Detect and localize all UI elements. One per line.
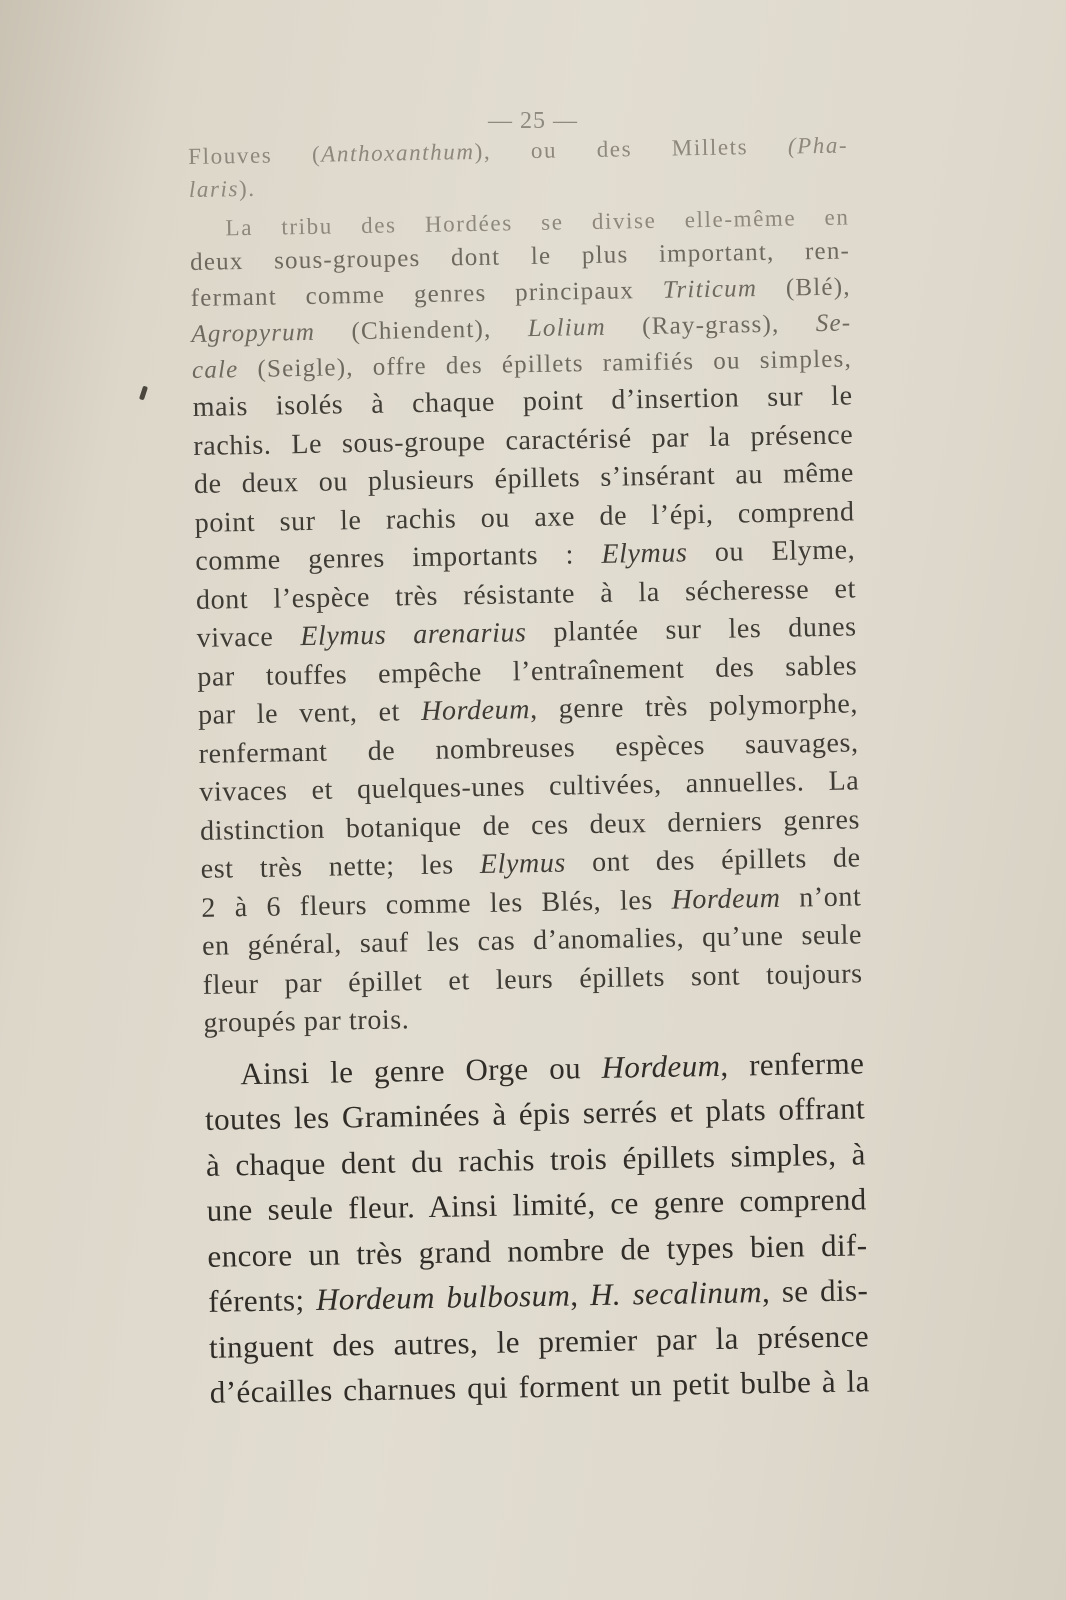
text-line: une seule fleur. Ainsi limité, ce genre comprend <box>206 1181 867 1228</box>
text-line: groupés par trois. <box>203 1004 410 1039</box>
text-line: point sur le rachis ou axe de l’épi, comprend <box>194 495 855 539</box>
text-line: deux sous-groupes dont le plus important, ren- <box>189 237 851 276</box>
text-line: distinction botanique de ces deux derniers genres <box>199 803 861 847</box>
text-line: Flouves (Anthoxanthum), ou des Millets (Pha- <box>188 132 849 169</box>
text-line: laris). <box>188 175 256 202</box>
text-line: par touffes empêche l’entraînement des sables <box>197 649 858 693</box>
text-line: Agropyrum (Chiendent), Lolium (Ray-grass), Se- <box>191 309 852 348</box>
text-line: à chaque dent du rachis trois épillets simples, à <box>205 1135 867 1183</box>
text-line: d’écailles charnues qui forment un petit bulbe à la <box>209 1363 871 1410</box>
text-line: cale (Seigle), offre des épillets ramifiés ou simples, <box>191 345 853 384</box>
text-line: tinguent des autres, le premier par la présence <box>208 1317 870 1365</box>
text-line: fleur par épillet et leurs épillets sont toujours <box>202 957 863 1001</box>
body-text <box>188 128 870 1415</box>
text-line: comme genres importants : Elymus ou Elyme, <box>195 534 856 577</box>
pencil-mark <box>139 386 148 401</box>
text-line: mais isolés à chaque point d’insertion sur le <box>192 380 853 423</box>
text-line: vivace Elymus arenarius plantée sur les dunes <box>196 611 857 654</box>
text-line: vivaces et quelques-unes cultivées, annuelles. La <box>199 765 860 808</box>
text-line: 2 à 6 fleurs comme les Blés, les Hordeum n’ont <box>201 880 862 924</box>
text-line: dont l’espèce très résistante à la sécheresse et <box>195 572 857 616</box>
text-line: est très nette; les Elymus ont des épillets de <box>200 842 861 885</box>
text-line: encore un très grand nombre de types bien dif- <box>207 1226 868 1274</box>
text-line: par le vent, et Hordeum, genre très polymorphe, <box>197 688 859 731</box>
text-line: toutes les Graminées à épis serrés et plats offrant <box>204 1090 866 1137</box>
text-line: de deux ou plusieurs épillets s’insérant au même <box>193 457 855 500</box>
text-line: fermant comme genres principaux Triticum (Blé), <box>190 273 851 312</box>
text-line: renfermant de nombreuses espèces sauvages, <box>198 726 859 770</box>
paragraph-start-line: La tribu des Hordées se divise elle-même en <box>225 204 850 241</box>
text-line: en général, sauf les cas d’anomalies, qu’une seule <box>201 919 863 962</box>
text-line: férents; Hordeum bulbosum, H. secalinum, se dis- <box>207 1272 869 1319</box>
paragraph-start-line: Ainsi le genre Orge ou Hordeum, renferme <box>239 1044 865 1091</box>
page-number: — 25 — <box>488 108 578 134</box>
text-line: rachis. Le sous-groupe caractérisé par la présence <box>193 418 854 462</box>
